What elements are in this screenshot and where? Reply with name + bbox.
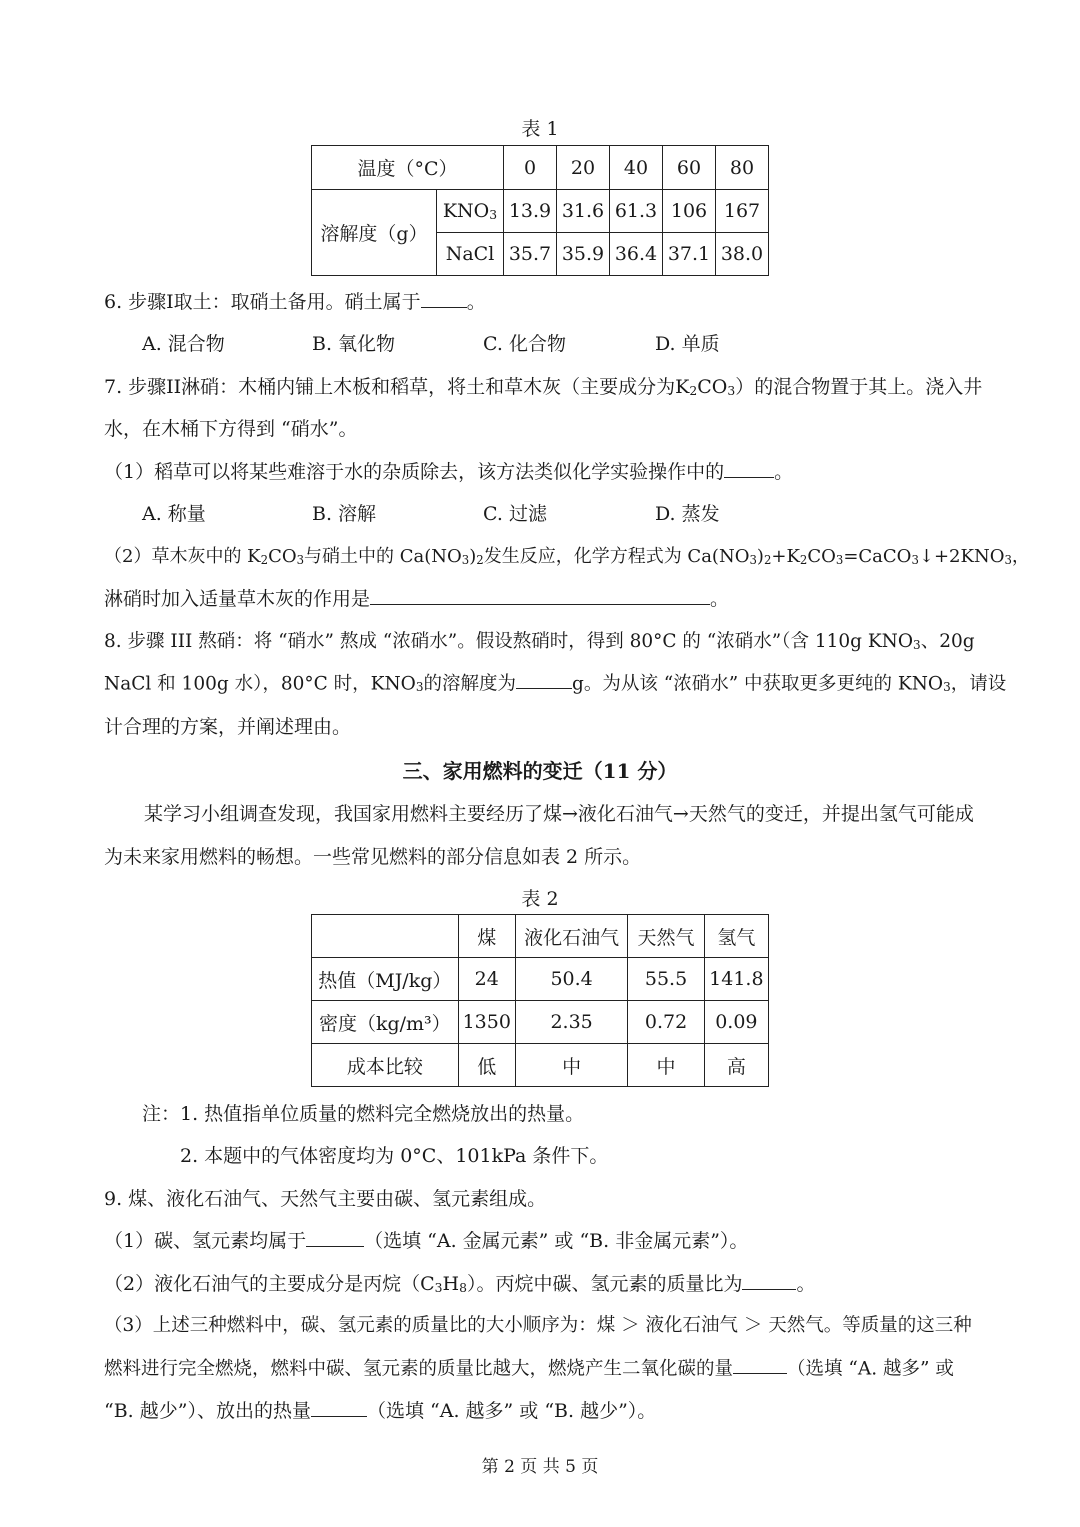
answer-blank[interactable]: [421, 287, 467, 308]
answer-blank[interactable]: [724, 457, 774, 478]
table2-caption: 表 2: [521, 888, 559, 910]
nacl-value: 35.9: [557, 233, 610, 276]
option-b: B. 氧化物: [312, 333, 396, 355]
row-label: 成本比较: [312, 1044, 459, 1087]
question-7-part2-line2: 淋硝时加入适量草木灰的作用是 。: [104, 584, 729, 611]
answer-blank[interactable]: [516, 669, 572, 689]
option-d: D. 单质: [655, 333, 720, 355]
fuel-table: [311, 914, 769, 1087]
table-cell: 141.8: [704, 958, 768, 1001]
table-cell: 低: [458, 1044, 515, 1087]
answer-blank[interactable]: [370, 584, 710, 605]
page-footer: 第 2 页 共 5 页: [481, 1457, 599, 1477]
question-7-line2: 水，在木桶下方得到 “硝水”。: [104, 418, 358, 440]
nacl-value: 37.1: [663, 233, 716, 276]
nacl-value: 35.7: [504, 233, 557, 276]
answer-blank[interactable]: [311, 1396, 367, 1417]
option-a: A. 称量: [142, 503, 206, 525]
note-2: 2. 本题中的气体密度均为 0°C、101kPa 条件下。: [180, 1145, 609, 1167]
fuel-header: 液化石油气: [515, 915, 627, 958]
question-7-part2: （2）草木灰中的 $K_2CO_3$与硝土中的 $Ca(NO_3)_2$发生反应，化学方程式为 $Ca(NO_3)_2+K_2CO_3=CaCO_3↓+2KNO_3$，: [104, 546, 1030, 567]
solubility-table: [311, 145, 769, 276]
kno3-value: 31.6: [557, 190, 610, 233]
note-1: 注：1. 热值指单位质量的燃料完全燃烧放出的热量。: [142, 1103, 585, 1125]
table-cell: 中: [515, 1044, 627, 1087]
question-7-part1: （1）稻草可以将某些难溶于水的杂质除去，该方法类似化学实验操作中的 。: [104, 457, 793, 484]
table1-caption: 表 1: [521, 118, 559, 140]
corner-cell: [312, 915, 459, 958]
row-label: 热值（MJ/kg）: [312, 958, 459, 1001]
section-3-intro-line2: 为未来家用燃料的畅想。一些常见燃料的部分信息如表 2 所示。: [104, 846, 642, 868]
option-c: C. 过滤: [483, 503, 547, 525]
temp-cell: 80: [716, 146, 769, 190]
option-b: B. 溶解: [312, 503, 377, 525]
question-9-part3-line3: “B. 越少”）、放出的热量 （选填 “A. 越多” 或 “B. 越少”）。: [104, 1396, 656, 1423]
answer-blank[interactable]: [306, 1226, 364, 1247]
temp-cell: 40: [610, 146, 663, 190]
nacl-value: 38.0: [716, 233, 769, 276]
temp-header: 温度（°C）: [312, 146, 504, 190]
kno3-value: 13.9: [504, 190, 557, 233]
fuel-header: 煤: [458, 915, 515, 958]
question-9-part3-line1: （3）上述三种燃料中，碳、氢元素的质量比的大小顺序为：煤 ＞ 液化石油气 ＞ 天然气。等质量的这三种: [104, 1315, 972, 1336]
kno3-value: 167: [716, 190, 769, 233]
table-cell: 0.72: [628, 1001, 704, 1044]
temp-cell: 0: [504, 146, 557, 190]
table-cell: 1350: [458, 1001, 515, 1044]
nacl-value: 36.4: [610, 233, 663, 276]
answer-blank[interactable]: [733, 1354, 787, 1374]
kno3-label: $KNO_3$: [437, 190, 504, 233]
section-3-heading: 三、家用燃料的变迁（11 分）: [402, 759, 678, 783]
question-9-part2: （2）液化石油气的主要成分是丙烷$(C_3H_8)$。丙烷中碳、氢元素的质量比为 。: [104, 1269, 815, 1296]
temp-cell: 20: [557, 146, 610, 190]
section-3-intro-line1: 某学习小组调查发现，我国家用燃料主要经历了煤→液化石油气→天然气的变迁，并提出氢气可能成: [144, 803, 974, 825]
option-a: A. 混合物: [142, 333, 225, 355]
row-label: 密度（kg/m³）: [312, 1001, 459, 1044]
question-9: 9. 煤、液化石油气、天然气主要由碳、氢元素组成。: [104, 1188, 547, 1210]
fuel-header: 天然气: [628, 915, 704, 958]
table-cell: 2.35: [515, 1001, 627, 1044]
nacl-label: NaCl: [437, 233, 504, 276]
fuel-header: 氢气: [704, 915, 768, 958]
kno3-value: 106: [663, 190, 716, 233]
option-d: D. 蒸发: [655, 503, 720, 525]
temp-cell: 60: [663, 146, 716, 190]
table-cell: 中: [628, 1044, 704, 1087]
question-9-part3-line2: 燃料进行完全燃烧，燃料中碳、氢元素的质量比越大，燃烧产生二氧化碳的量 （选填 “A. 越多” 或: [104, 1354, 954, 1380]
answer-blank[interactable]: [742, 1269, 796, 1290]
question-7-line1: 7. 步骤II淋硝：木桶内铺上木板和稻草，将土和草木灰（主要成分为$K_2CO_3$）的混合物置于其上。浇入井: [104, 376, 983, 398]
table-cell: 55.5: [628, 958, 704, 1001]
table-cell: 50.4: [515, 958, 627, 1001]
question-8-line3: 计合理的方案，并阐述理由。: [104, 716, 352, 738]
option-c: C. 化合物: [483, 333, 566, 355]
question-8-line1: 8. 步骤 III 熬硝：将 “硝水” 熬成 “浓硝水”。假设熬硝时，得到 80°C 的 “浓硝水”（含 110g $KNO_3$、20g: [104, 631, 975, 652]
table-cell: 24: [458, 958, 515, 1001]
table-cell: 0.09: [704, 1001, 768, 1044]
question-9-part1: （1）碳、氢元素均属于 （选填 “A. 金属元素” 或 “B. 非金属元素”）。: [104, 1226, 748, 1253]
question-8-line2: NaCl 和 100g 水），80°C 时，$KNO_3$的溶解度为 g。为从该 “浓硝水” 中获取更多更纯的 $KNO_3$，请设: [104, 669, 1006, 695]
table-cell: 高: [704, 1044, 768, 1087]
solubility-label: 溶解度（g）: [312, 190, 437, 276]
kno3-value: 61.3: [610, 190, 663, 233]
question-6: 6. 步骤I取土：取硝土备用。硝土属于 。: [104, 287, 486, 314]
